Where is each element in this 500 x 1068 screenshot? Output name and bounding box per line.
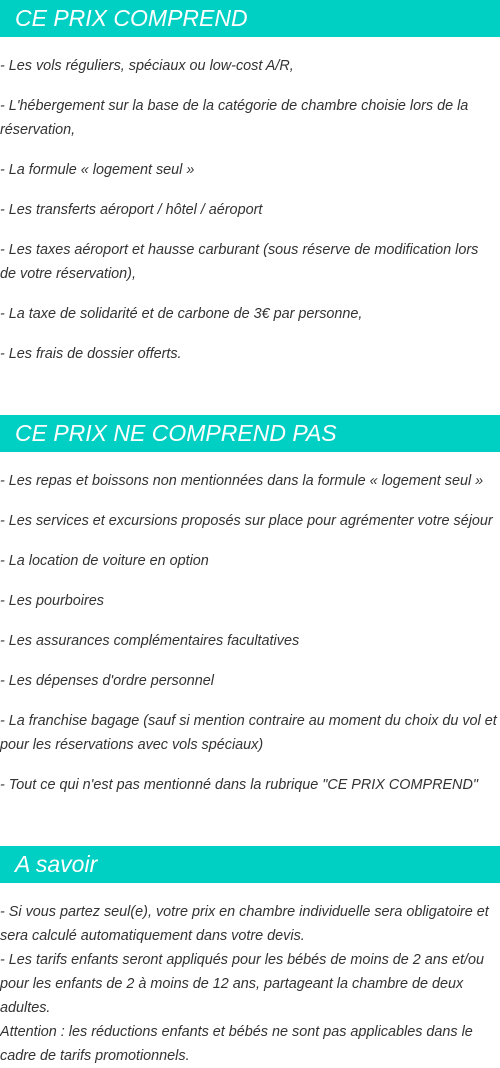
savoir-line: - Les tarifs enfants seront appliqués pour les bébés de moins de 2 ans et/ou pour les enfants de 2 à moins de 12 ans, partageant la chambre de deux adultes. [0, 952, 484, 1016]
list-item: - Les services et excursions proposés sur place pour agrémenter votre séjour [0, 513, 493, 529]
savoir-line: Attention : les réductions enfants et bébés ne sont pas applicables dans le cadre de tarifs promotionnels. [0, 1024, 473, 1064]
list-item: - Tout ce qui n'est pas mentionné dans la rubrique "CE PRIX COMPREND" [0, 777, 478, 793]
list-item: - Les vols réguliers, spéciaux ou low-cost A/R, [0, 58, 294, 74]
list-item: - Les transferts aéroport / hôtel / aéroport [0, 202, 263, 218]
list-item: - La taxe de solidarité et de carbone de 3€ par personne, [0, 306, 363, 322]
list-item: - Les pourboires [0, 593, 104, 609]
list-item: - La formule « logement seul » [0, 162, 195, 178]
list-item: - Les repas et boissons non mentionnées dans la formule « logement seul » [0, 473, 484, 489]
section-header-ne-comprend-pas: CE PRIX NE COMPREND PAS [0, 415, 500, 452]
list-item: - Les dépenses d'ordre personnel [0, 673, 214, 689]
list-item: - La location de voiture en option [0, 553, 209, 569]
list-item: - Les frais de dossier offerts. [0, 346, 182, 362]
list-item: - Les assurances complémentaires facultatives [0, 633, 300, 649]
savoir-line: - Si vous partez seul(e), votre prix en chambre individuelle sera obligatoire et sera calculé automatiquement dans votre devis. [0, 904, 489, 944]
list-item: - La franchise bagage (sauf si mention contraire au moment du choix du vol et pour les réservations avec vols spéciaux) [0, 713, 497, 753]
list-item: - L'hébergement sur la base de la catégorie de chambre choisie lors de la réservation, [0, 98, 469, 138]
section-header-a-savoir: A savoir [0, 846, 500, 883]
section-header-comprend: CE PRIX COMPREND [0, 0, 500, 37]
list-item: - Les taxes aéroport et hausse carburant (sous réserve de modification lors de votre réservation), [0, 242, 479, 282]
